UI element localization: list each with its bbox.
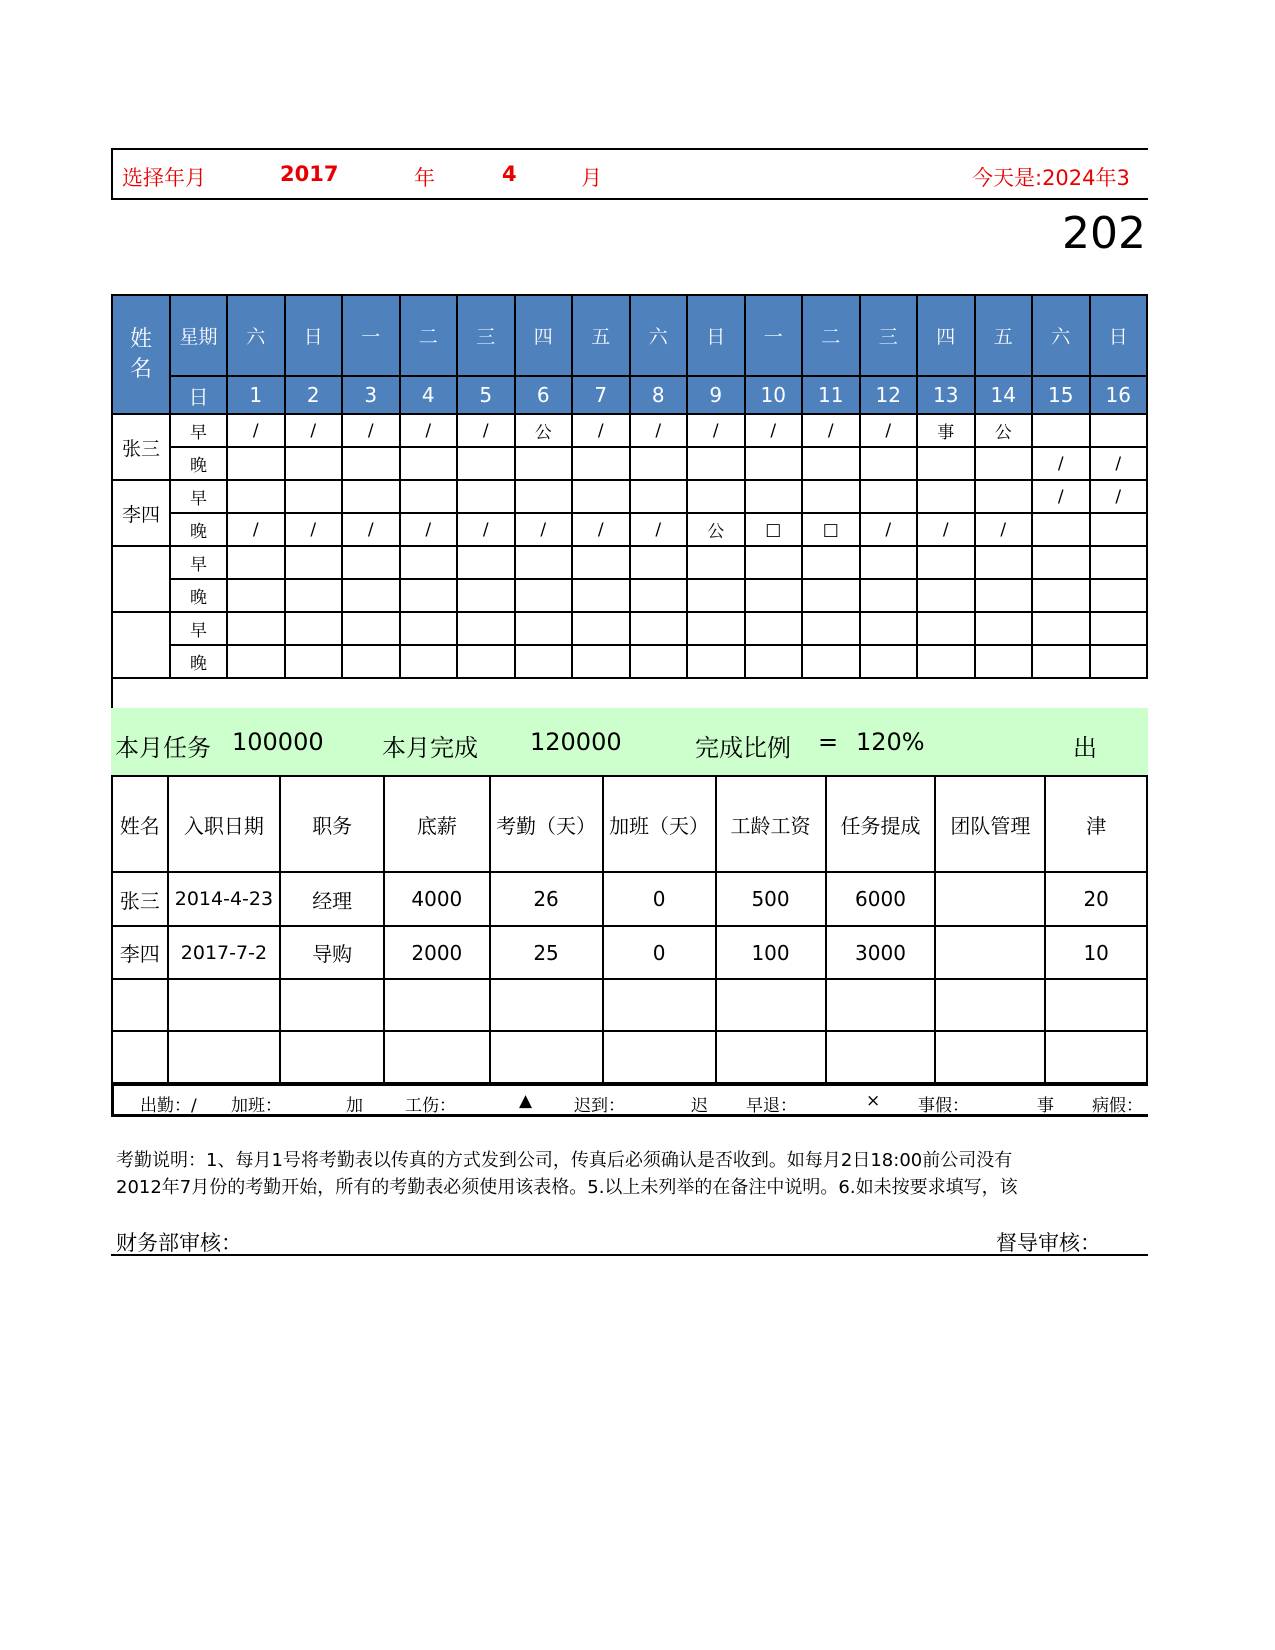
attendance-cell[interactable] [917,447,975,480]
attendance-cell[interactable]: / [630,513,688,546]
weekday-cell: 日 [285,295,343,376]
legend-attend: 出勤：/ [140,1096,197,1116]
salary-header-cell: 姓名 [112,776,168,872]
legend-sick-label: 病假： [1092,1096,1143,1116]
salary-cell[interactable] [826,979,936,1031]
attendance-cell[interactable] [457,480,515,513]
selector-label: 选择年月 [122,166,206,190]
attendance-cell[interactable]: / [917,513,975,546]
blank-row [112,678,1147,711]
attendance-row [112,579,1147,612]
summary-trailing: 出 [1073,734,1097,762]
attendance-cell[interactable]: □ [802,513,860,546]
legend-early-symbol: × [866,1091,881,1111]
salary-row [112,926,1147,979]
attendance-cell[interactable]: / [342,414,400,447]
salary-cell[interactable]: 4000 [384,872,489,926]
weekday-cell: 四 [917,295,975,376]
salary-header-cell: 团队管理 [935,776,1045,872]
attendance-cell[interactable] [1032,414,1090,447]
attendance-cell[interactable] [400,612,458,645]
attendance-cell[interactable] [630,447,688,480]
attendance-cell[interactable] [630,645,688,678]
salary-row [112,872,1147,926]
attendance-cell[interactable]: / [802,414,860,447]
attendance-cell[interactable]: / [975,513,1033,546]
attendance-cell[interactable]: / [457,414,515,447]
weekday-cell: 三 [860,295,918,376]
legend-early-label: 早退： [746,1096,797,1116]
salary-cell[interactable] [1045,1031,1147,1083]
weekday-cell: 六 [630,295,688,376]
attendance-cell[interactable] [745,579,803,612]
attendance-cell[interactable]: / [860,414,918,447]
attendance-cell[interactable] [227,480,285,513]
attendance-cell[interactable]: / [1032,447,1090,480]
shift-label: 早 [170,414,227,447]
employee-name [112,612,170,678]
attendance-cell[interactable]: / [457,513,515,546]
salary-header-row [112,776,1147,872]
salary-cell[interactable] [716,979,826,1031]
salary-header-cell: 任务提成 [826,776,936,872]
finance-signature-label: 财务部审核： [116,1231,242,1255]
attendance-cell[interactable] [860,480,918,513]
task-value: 100000 [232,728,324,756]
weekday-cell: 二 [400,295,458,376]
attendance-cell[interactable] [860,645,918,678]
attendance-cell[interactable] [572,546,630,579]
salary-cell[interactable] [935,1031,1045,1083]
salary-cell[interactable]: 25 [490,926,603,979]
attendance-cell[interactable] [400,447,458,480]
attendance-cell[interactable] [400,579,458,612]
legend-injury-symbol: ▲ [519,1091,533,1111]
attendance-cell[interactable] [457,579,515,612]
salary-cell[interactable] [1045,979,1147,1031]
attendance-cell[interactable] [227,612,285,645]
date-cell: 2 [285,376,343,414]
shift-label: 早 [170,546,227,579]
attendance-cell[interactable] [860,579,918,612]
attendance-cell[interactable] [917,645,975,678]
date-cell: 7 [572,376,630,414]
name-header: 姓名 [112,295,170,414]
shift-label: 晚 [170,447,227,480]
attendance-grid [111,294,1148,712]
attendance-cell[interactable] [687,645,745,678]
legend-injury-label: 工伤： [405,1096,456,1116]
salary-header-cell: 职务 [280,776,384,872]
attendance-cell[interactable] [457,645,515,678]
salary-cell[interactable] [935,926,1045,979]
salary-cell[interactable]: 张三 [112,872,168,926]
legend-overtime-symbol: 加 [346,1096,363,1116]
attendance-cell[interactable] [515,645,573,678]
attendance-cell[interactable]: / [745,414,803,447]
attendance-cell[interactable] [400,480,458,513]
salary-cell[interactable]: 经理 [280,872,384,926]
salary-cell[interactable]: 3000 [826,926,936,979]
legend-late-symbol: 迟 [691,1096,708,1116]
salary-header-cell: 加班（天） [603,776,716,872]
attendance-cell[interactable]: 公 [975,414,1033,447]
attendance-cell[interactable] [630,612,688,645]
salary-cell[interactable]: 2014-4-23 [168,872,281,926]
shift-label: 早 [170,480,227,513]
date-cell: 6 [515,376,573,414]
attendance-cell[interactable]: / [1090,480,1148,513]
attendance-cell[interactable] [1032,513,1090,546]
weekday-cell: 日 [687,295,745,376]
attendance-cell[interactable]: □ [745,513,803,546]
date-header: 日 [170,376,227,414]
attendance-cell[interactable] [1032,612,1090,645]
salary-cell[interactable] [168,1031,281,1083]
attendance-cell[interactable] [975,612,1033,645]
legend-personal-label: 事假： [918,1096,969,1116]
attendance-cell[interactable]: / [400,414,458,447]
attendance-cell[interactable] [630,579,688,612]
attendance-cell[interactable]: / [227,513,285,546]
month-unit: 月 [581,166,602,190]
salary-cell[interactable] [603,979,716,1031]
salary-header-cell: 底薪 [384,776,489,872]
attendance-cell[interactable]: / [342,513,400,546]
attendance-cell[interactable] [515,579,573,612]
attendance-cell[interactable] [1090,513,1148,546]
attendance-cell[interactable] [1032,546,1090,579]
attendance-cell[interactable] [1090,546,1148,579]
attendance-cell[interactable] [802,579,860,612]
attendance-cell[interactable] [630,546,688,579]
salary-header-cell: 津 [1045,776,1147,872]
attendance-cell[interactable] [1032,645,1090,678]
attendance-cell[interactable] [342,645,400,678]
attendance-cell[interactable] [400,546,458,579]
blank-cell [112,678,1147,711]
ratio-value: 120% [856,728,925,756]
attendance-cell[interactable] [687,579,745,612]
task-label: 本月任务 [115,734,211,762]
salary-cell[interactable]: 26 [490,872,603,926]
signature-line [111,1254,1148,1256]
attendance-cell[interactable] [1090,645,1148,678]
attendance-cell[interactable] [802,645,860,678]
attendance-cell[interactable]: / [515,513,573,546]
attendance-cell[interactable] [572,612,630,645]
attendance-cell[interactable]: / [1090,447,1148,480]
month-value[interactable]: 4 [502,162,517,186]
date-cell: 9 [687,376,745,414]
attendance-cell[interactable] [285,546,343,579]
attendance-cell[interactable] [572,480,630,513]
attendance-cell[interactable] [687,546,745,579]
salary-table [111,775,1148,1084]
attendance-cell[interactable] [917,612,975,645]
employee-name: 张三 [112,414,170,480]
shift-label: 早 [170,612,227,645]
salary-cell[interactable]: 20 [1045,872,1147,926]
attendance-cell[interactable] [975,579,1033,612]
salary-cell[interactable] [603,1031,716,1083]
attendance-cell[interactable] [802,480,860,513]
attendance-row [112,645,1147,678]
date-cell: 12 [860,376,918,414]
legend-overtime-label: 加班： [231,1096,282,1116]
attendance-legend [111,1083,1148,1117]
attendance-cell[interactable] [917,546,975,579]
attendance-cell[interactable] [285,447,343,480]
ratio-equals: = [818,728,839,756]
attendance-cell[interactable]: / [400,513,458,546]
attendance-cell[interactable] [687,612,745,645]
attendance-cell[interactable] [515,612,573,645]
year-unit: 年 [414,166,435,190]
today-date: 今天是:2024年3 [972,166,1130,190]
weekday-cell: 日 [1090,295,1148,376]
attendance-cell[interactable] [400,645,458,678]
attendance-cell[interactable] [917,480,975,513]
attendance-cell[interactable] [457,546,515,579]
year-value[interactable]: 2017 [280,162,339,186]
attendance-row [112,546,1147,579]
weekday-cell: 六 [1032,295,1090,376]
salary-row [112,1031,1147,1083]
date-cell: 14 [975,376,1033,414]
salary-cell[interactable] [490,979,603,1031]
salary-cell[interactable] [826,1031,936,1083]
attendance-cell[interactable] [630,480,688,513]
salary-cell[interactable] [935,872,1045,926]
attendance-cell[interactable] [1090,414,1148,447]
salary-cell[interactable] [490,1031,603,1083]
date-cell: 5 [457,376,515,414]
attendance-cell[interactable] [802,447,860,480]
attendance-cell[interactable] [342,447,400,480]
date-cell: 3 [342,376,400,414]
attendance-cell[interactable]: / [227,414,285,447]
attendance-cell[interactable]: 事 [917,414,975,447]
weekday-cell: 五 [572,295,630,376]
attendance-cell[interactable] [975,480,1033,513]
salary-cell[interactable]: 导购 [280,926,384,979]
attendance-cell[interactable] [802,546,860,579]
attendance-cell[interactable] [860,612,918,645]
attendance-cell[interactable]: / [687,414,745,447]
salary-cell[interactable]: 500 [716,872,826,926]
attendance-row [112,447,1147,480]
salary-cell[interactable]: 10 [1045,926,1147,979]
attendance-cell[interactable] [860,447,918,480]
attendance-cell[interactable] [975,645,1033,678]
attendance-cell[interactable] [285,480,343,513]
attendance-cell[interactable] [342,480,400,513]
attendance-cell[interactable] [515,546,573,579]
attendance-cell[interactable]: / [572,513,630,546]
attendance-cell[interactable] [285,579,343,612]
date-cell: 8 [630,376,688,414]
attendance-cell[interactable] [342,579,400,612]
attendance-cell[interactable] [227,579,285,612]
attendance-cell[interactable] [285,612,343,645]
attendance-cell[interactable] [745,612,803,645]
salary-header-cell: 入职日期 [168,776,281,872]
attendance-row [112,414,1147,447]
done-value: 120000 [530,728,622,756]
date-cell: 4 [400,376,458,414]
date-cell: 13 [917,376,975,414]
weekday-cell: 一 [745,295,803,376]
salary-cell[interactable] [112,1031,168,1083]
attendance-cell[interactable] [1090,579,1148,612]
attendance-cell[interactable] [515,480,573,513]
salary-cell[interactable] [716,1031,826,1083]
salary-cell[interactable] [168,979,281,1031]
year-month-selector [111,148,1148,200]
legend-late-label: 迟到： [574,1096,625,1116]
attendance-cell[interactable] [572,579,630,612]
attendance-cell[interactable] [917,579,975,612]
attendance-cell[interactable] [342,546,400,579]
date-cell: 15 [1032,376,1090,414]
attendance-cell[interactable] [227,447,285,480]
salary-cell[interactable]: 李四 [112,926,168,979]
attendance-cell[interactable]: / [860,513,918,546]
salary-cell[interactable]: 100 [716,926,826,979]
done-label: 本月完成 [382,734,478,762]
attendance-cell[interactable] [515,447,573,480]
shift-label: 晚 [170,579,227,612]
attendance-cell[interactable] [802,612,860,645]
attendance-cell[interactable]: 公 [515,414,573,447]
attendance-cell[interactable]: / [572,414,630,447]
supervisor-signature-label: 督导审核： [996,1231,1101,1255]
salary-cell[interactable] [280,1031,384,1083]
attendance-cell[interactable] [227,546,285,579]
salary-cell[interactable] [384,979,489,1031]
attendance-cell[interactable] [745,480,803,513]
weekday-header: 星期 [170,295,227,376]
salary-cell[interactable] [384,1031,489,1083]
attendance-cell[interactable] [457,612,515,645]
attendance-cell[interactable] [285,645,343,678]
note-line-2: 2012年7月份的考勤开始，所有的考勤表必须使用该表格。5.以上未列举的在备注中说明。6.如未按要求填写，该 [116,1177,1018,1198]
attendance-cell[interactable] [860,546,918,579]
attendance-cell[interactable] [687,447,745,480]
attendance-cell[interactable]: / [285,414,343,447]
summary-band [111,708,1148,775]
date-cell: 16 [1090,376,1148,414]
attendance-cell[interactable] [745,645,803,678]
weekday-cell: 三 [457,295,515,376]
employee-name: 李四 [112,480,170,546]
attendance-cell[interactable] [457,447,515,480]
attendance-cell[interactable] [975,447,1033,480]
date-cell: 10 [745,376,803,414]
salary-header-cell: 工龄工资 [716,776,826,872]
attendance-row [112,480,1147,513]
weekday-cell: 一 [342,295,400,376]
weekday-cell: 二 [802,295,860,376]
salary-header-cell: 考勤（天） [490,776,603,872]
attendance-cell[interactable] [687,480,745,513]
salary-row [112,979,1147,1031]
attendance-cell[interactable] [342,612,400,645]
salary-cell[interactable] [935,979,1045,1031]
attendance-row [112,513,1147,546]
salary-cell[interactable]: 0 [603,926,716,979]
legend-personal-symbol: 事 [1037,1096,1054,1116]
weekday-cell: 五 [975,295,1033,376]
attendance-cell[interactable]: 公 [687,513,745,546]
attendance-cell[interactable] [1090,612,1148,645]
salary-cell[interactable] [280,979,384,1031]
salary-cell[interactable]: 6000 [826,872,936,926]
sheet-title: 202 [1062,208,1146,259]
attendance-cell[interactable] [975,546,1033,579]
attendance-cell[interactable] [745,447,803,480]
salary-cell[interactable] [112,979,168,1031]
note-line-1: 考勤说明：1、每月1号将考勤表以传真的方式发到公司，传真后必须确认是否收到。如每月2日18:00前公司没有 [116,1150,1013,1171]
employee-name [112,546,170,612]
attendance-cell[interactable] [572,645,630,678]
attendance-cell[interactable]: / [285,513,343,546]
attendance-cell[interactable]: / [630,414,688,447]
attendance-cell[interactable]: / [1032,480,1090,513]
salary-cell[interactable]: 2000 [384,926,489,979]
shift-label: 晚 [170,645,227,678]
date-cell: 1 [227,376,285,414]
salary-cell[interactable]: 0 [603,872,716,926]
attendance-cell[interactable] [227,645,285,678]
date-cell: 11 [802,376,860,414]
weekday-cell: 六 [227,295,285,376]
salary-cell[interactable]: 2017-7-2 [168,926,281,979]
attendance-row [112,612,1147,645]
attendance-cell[interactable] [1032,579,1090,612]
ratio-label: 完成比例 [695,734,791,762]
shift-label: 晚 [170,513,227,546]
attendance-cell[interactable] [745,546,803,579]
weekday-cell: 四 [515,295,573,376]
attendance-cell[interactable] [572,447,630,480]
